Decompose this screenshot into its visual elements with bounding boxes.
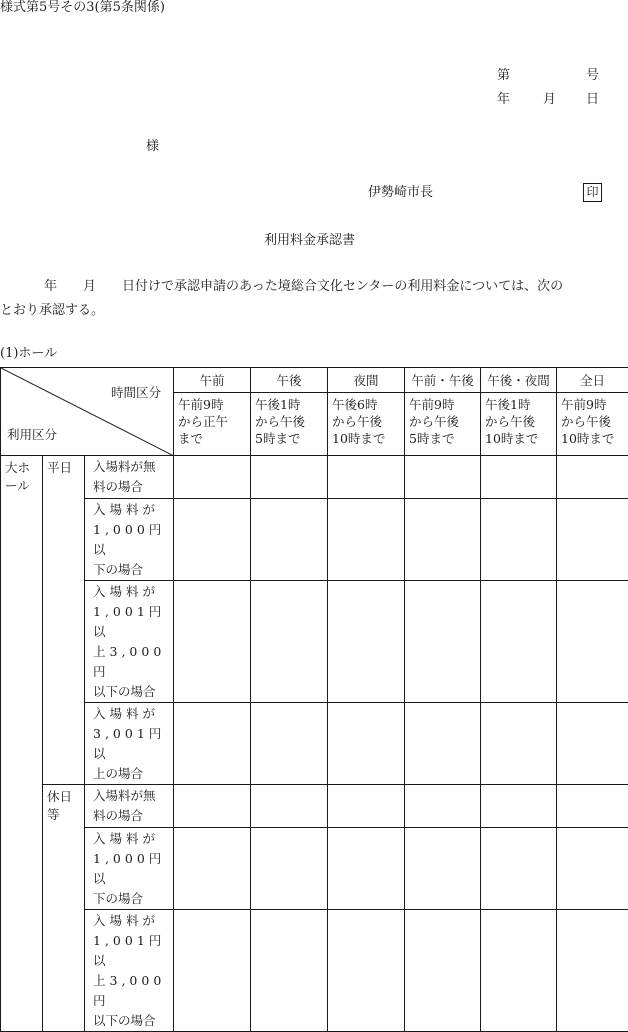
fee-cell[interactable] bbox=[481, 785, 557, 828]
condition-line: 3,001円以 bbox=[93, 726, 166, 761]
fee-cell[interactable] bbox=[405, 828, 481, 910]
column-header-night: 夜間 bbox=[328, 368, 405, 393]
fee-cell[interactable] bbox=[405, 456, 481, 499]
condition-line: 料の場合 bbox=[93, 808, 144, 823]
column-header-morning: 午前 bbox=[174, 368, 251, 393]
approval-paragraph bbox=[0, 275, 628, 323]
fee-cell[interactable] bbox=[557, 499, 628, 581]
fee-cell[interactable] bbox=[251, 703, 328, 785]
fee-cell[interactable] bbox=[251, 828, 328, 910]
condition-line: 上3,000円 bbox=[93, 644, 166, 679]
time-line: 午後1時 bbox=[485, 397, 531, 412]
time-line: から午後 bbox=[255, 414, 306, 429]
issuer-name: 伊勢崎市長 bbox=[368, 185, 434, 200]
time-line: 10時まで bbox=[332, 431, 386, 446]
fee-cell[interactable] bbox=[251, 499, 328, 581]
time-line: 10時まで bbox=[561, 431, 615, 446]
condition-line: 入場料が bbox=[93, 584, 160, 599]
column-header-afternoon: 午後 bbox=[251, 368, 328, 393]
fee-cell[interactable] bbox=[328, 499, 405, 581]
fee-cell[interactable] bbox=[251, 785, 328, 828]
day-type-label-weekday bbox=[43, 456, 85, 785]
facility-label-line: 大ホ bbox=[5, 460, 31, 475]
column-time-afternoon-night bbox=[481, 393, 557, 456]
column-time-morning-afternoon bbox=[405, 393, 481, 456]
time-line: 午前9時 bbox=[561, 397, 607, 412]
condition-line: 以下の場合 bbox=[93, 1013, 156, 1028]
time-line: から正午 bbox=[178, 414, 229, 429]
column-time-morning bbox=[174, 393, 251, 456]
date-year-label: 年 bbox=[497, 92, 511, 107]
fee-cell[interactable] bbox=[481, 828, 557, 910]
fee-cell[interactable] bbox=[557, 456, 628, 499]
approval-paragraph-line1: 年 月 日付けで承認申請のあった境総合文化センターの利用料金については、次の bbox=[44, 279, 564, 294]
fee-cell[interactable] bbox=[328, 828, 405, 910]
condition-line: 1,000円以 bbox=[93, 851, 166, 886]
condition-cell bbox=[85, 785, 174, 828]
fee-cell[interactable] bbox=[557, 910, 628, 1032]
fee-cell[interactable] bbox=[557, 703, 628, 785]
document-number-suffix: 号 bbox=[586, 68, 600, 83]
day-type-label-holiday bbox=[43, 785, 85, 1032]
document-title: 利用料金承認書 bbox=[264, 233, 356, 248]
fee-cell[interactable] bbox=[405, 703, 481, 785]
fee-cell[interactable] bbox=[174, 910, 251, 1032]
fee-cell[interactable] bbox=[557, 581, 628, 703]
usage-category-label: 利用区分 bbox=[7, 427, 58, 442]
column-time-afternoon bbox=[251, 393, 328, 456]
form-number-label: 様式第5号その3(第5条関係) bbox=[0, 0, 165, 15]
condition-line: 入場料が無 bbox=[93, 459, 156, 474]
condition-line: 上3,000円 bbox=[93, 973, 166, 1008]
fee-cell[interactable] bbox=[328, 456, 405, 499]
column-time-full-day bbox=[557, 393, 628, 456]
fee-cell[interactable] bbox=[405, 499, 481, 581]
condition-line: 料の場合 bbox=[93, 479, 144, 494]
fee-cell[interactable] bbox=[174, 581, 251, 703]
fee-cell[interactable] bbox=[481, 456, 557, 499]
time-line: 5時まで bbox=[409, 431, 455, 446]
condition-line: 入場料が bbox=[93, 913, 160, 928]
fee-table bbox=[0, 367, 628, 1032]
condition-line: 入場料が bbox=[93, 706, 160, 721]
fee-cell[interactable] bbox=[328, 785, 405, 828]
fee-cell[interactable] bbox=[174, 703, 251, 785]
fee-cell[interactable] bbox=[557, 785, 628, 828]
condition-line: 1,000円以 bbox=[93, 522, 166, 557]
facility-label-large-hall bbox=[1, 456, 43, 1032]
condition-line: 入場料が bbox=[93, 502, 160, 517]
date-month-label: 月 bbox=[543, 92, 557, 107]
fee-cell[interactable] bbox=[405, 581, 481, 703]
column-header-afternoon-night: 午後・夜間 bbox=[481, 368, 557, 393]
column-header-full-day: 全日 bbox=[557, 368, 628, 393]
time-line: 午前9時 bbox=[178, 397, 224, 412]
fee-cell[interactable] bbox=[328, 703, 405, 785]
day-type-line: 等 bbox=[47, 807, 60, 822]
fee-cell[interactable] bbox=[405, 785, 481, 828]
day-type-line: 平日 bbox=[47, 460, 73, 475]
approval-paragraph-line2: とおり承認する。 bbox=[0, 303, 105, 318]
fee-cell[interactable] bbox=[251, 581, 328, 703]
time-line: から午後 bbox=[561, 414, 612, 429]
column-time-night bbox=[328, 393, 405, 456]
condition-line: 以下の場合 bbox=[93, 684, 156, 699]
fee-cell[interactable] bbox=[328, 581, 405, 703]
fee-cell[interactable] bbox=[251, 910, 328, 1032]
condition-cell bbox=[85, 910, 174, 1032]
fee-cell[interactable] bbox=[481, 499, 557, 581]
facility-label-line: ール bbox=[5, 478, 30, 493]
time-line: 午後6時 bbox=[332, 397, 378, 412]
addressee-suffix: 様 bbox=[146, 139, 160, 154]
fee-cell[interactable] bbox=[405, 910, 481, 1032]
fee-cell[interactable] bbox=[174, 456, 251, 499]
time-line: 午前9時 bbox=[409, 397, 455, 412]
time-line: 午後1時 bbox=[255, 397, 301, 412]
condition-line: 入場料が無 bbox=[93, 788, 156, 803]
fee-cell[interactable] bbox=[174, 828, 251, 910]
fee-cell[interactable] bbox=[328, 910, 405, 1032]
condition-line: 入場料が bbox=[93, 831, 160, 846]
condition-cell bbox=[85, 499, 174, 581]
column-header-morning-afternoon: 午前・午後 bbox=[405, 368, 481, 393]
table-corner-cell bbox=[1, 368, 174, 456]
condition-line: 1,001円以 bbox=[93, 933, 166, 968]
condition-line: 上の場合 bbox=[93, 766, 144, 781]
condition-cell bbox=[85, 581, 174, 703]
fee-cell[interactable] bbox=[174, 499, 251, 581]
condition-line: 下の場合 bbox=[93, 562, 144, 577]
fee-cell[interactable] bbox=[481, 703, 557, 785]
condition-line: 下の場合 bbox=[93, 891, 144, 906]
time-line: 5時まで bbox=[255, 431, 301, 446]
seal-mark: 印 bbox=[583, 183, 602, 202]
condition-cell bbox=[85, 828, 174, 910]
time-category-label: 時間区分 bbox=[111, 385, 162, 400]
time-line: 10時まで bbox=[485, 431, 539, 446]
time-line: から午後 bbox=[332, 414, 383, 429]
condition-cell bbox=[85, 456, 174, 499]
date-day-label: 日 bbox=[586, 92, 600, 107]
fee-cell[interactable] bbox=[251, 456, 328, 499]
condition-cell bbox=[85, 703, 174, 785]
fee-cell[interactable] bbox=[481, 910, 557, 1032]
fee-cell[interactable] bbox=[481, 581, 557, 703]
time-line: から午後 bbox=[485, 414, 536, 429]
fee-cell[interactable] bbox=[557, 828, 628, 910]
day-type-line: 休日 bbox=[47, 789, 73, 804]
document-number-prefix: 第 bbox=[497, 68, 511, 83]
time-line: から午後 bbox=[409, 414, 460, 429]
time-line: まで bbox=[178, 431, 204, 446]
section-label: (1)ホール bbox=[0, 346, 58, 361]
condition-line: 1,001円以 bbox=[93, 604, 166, 639]
fee-cell[interactable] bbox=[174, 785, 251, 828]
